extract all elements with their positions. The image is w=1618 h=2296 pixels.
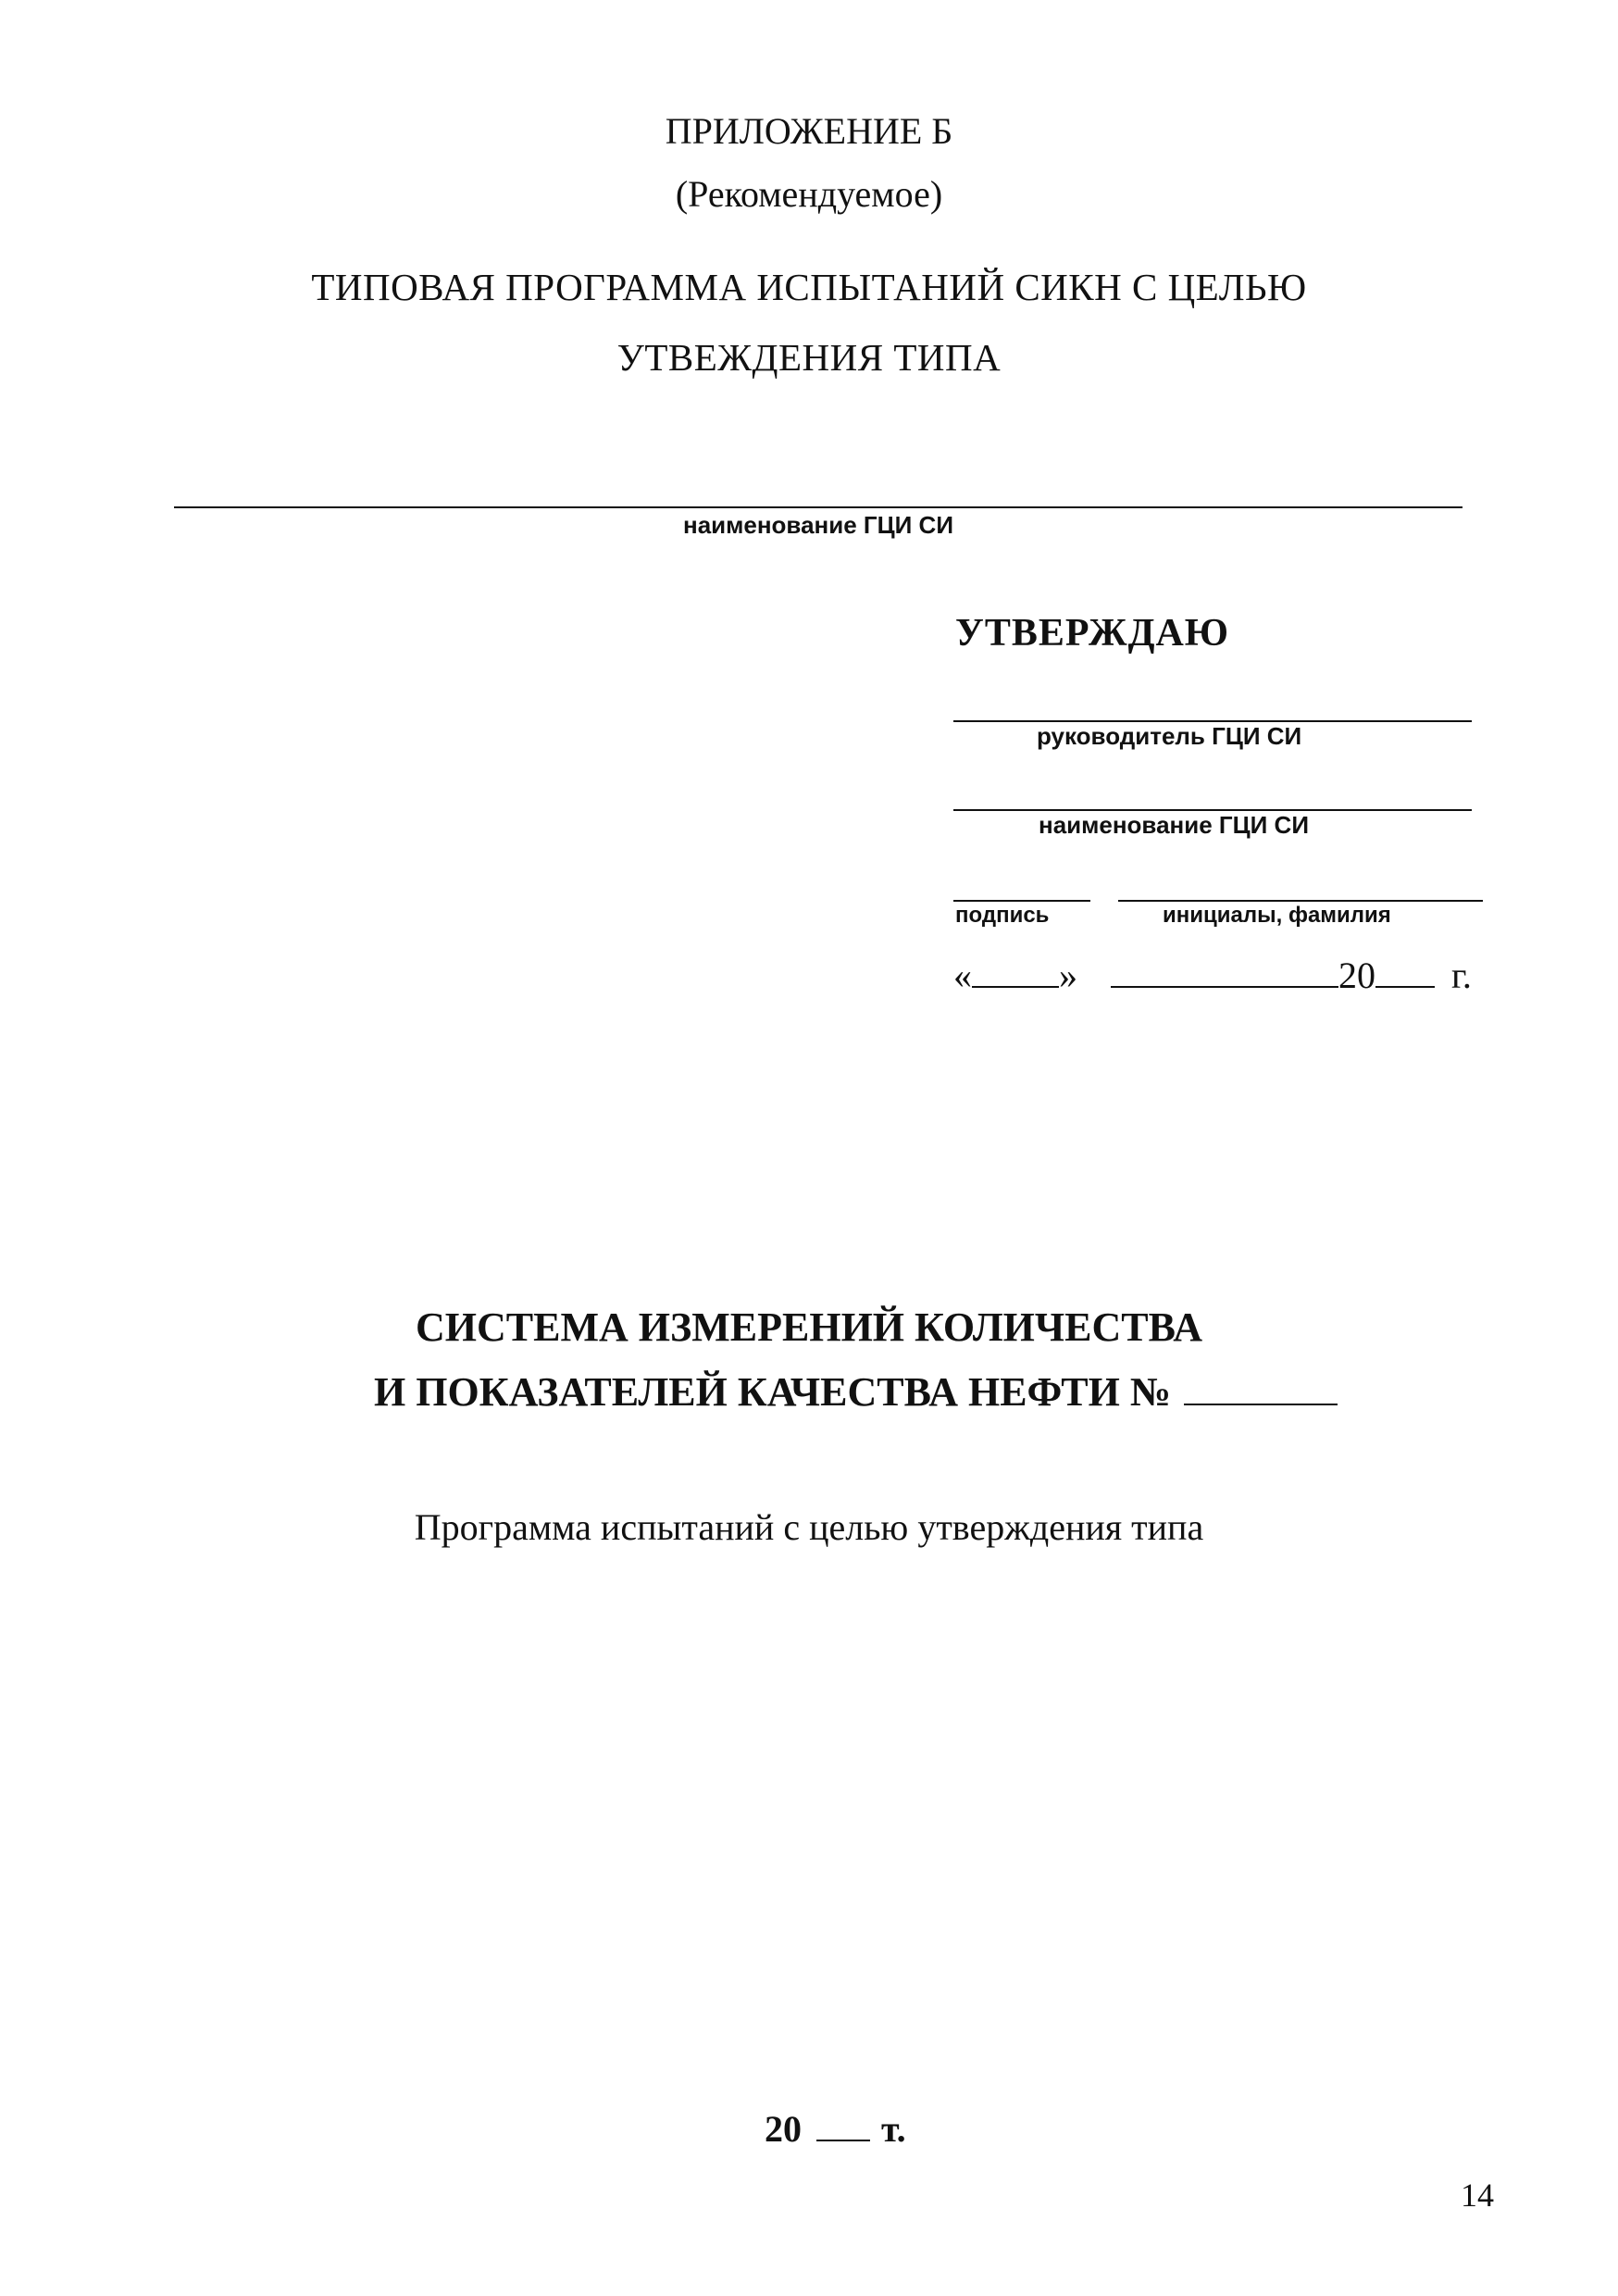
signature-line — [953, 900, 1090, 902]
document-heading-line-2: УТВЕЖДЕНИЯ ТИПА — [616, 336, 1002, 379]
head-caption: руководитель ГЦИ СИ — [1037, 722, 1302, 750]
page-number: 14 — [1461, 2177, 1494, 2214]
system-title-text: И ПОКАЗАТЕЛЕЙ КАЧЕСТВА НЕФТИ № — [374, 1369, 1172, 1415]
date-open-quote: « — [953, 955, 972, 996]
system-title-line-2 — [374, 1368, 1338, 1416]
appendix-label: ПРИЛОЖЕНИЕ Б — [665, 110, 953, 152]
recommended-label: (Рекомендуемое) — [675, 173, 943, 215]
year-suffix: т. — [881, 2108, 906, 2150]
month-blank — [1111, 955, 1338, 988]
approval-title: УТВЕРЖДАЮ — [955, 612, 1230, 655]
document-subtitle: Программа испытаний с целью утверждения типа — [414, 1506, 1204, 1548]
document-year — [765, 2107, 906, 2151]
initials-caption: инициалы, фамилия — [1163, 903, 1391, 928]
initials-line — [1118, 900, 1483, 902]
date-close-quote: » — [1059, 955, 1077, 996]
year-prefix: 20 — [765, 2108, 802, 2150]
approval-date — [953, 954, 1472, 997]
year-blank — [1375, 955, 1435, 988]
date-century: 20 — [1338, 955, 1375, 996]
footer-year-blank — [816, 2108, 870, 2141]
organization-approval-caption: наименование ГЦИ СИ — [1039, 811, 1310, 839]
system-number-blank — [1184, 1372, 1338, 1405]
organization-name-line — [174, 506, 1462, 508]
document-heading-line-1: ТИПОВАЯ ПРОГРАММА ИСПЫТАНИЙ СИКН С ЦЕЛЬЮ — [311, 266, 1307, 308]
organization-name-caption: наименование ГЦИ СИ — [683, 511, 954, 539]
system-title-line-1: СИСТЕМА ИЗМЕРЕНИЙ КОЛИЧЕСТВА — [416, 1304, 1202, 1350]
date-year-suffix: г. — [1451, 955, 1472, 996]
day-blank — [972, 955, 1059, 988]
signature-caption: подпись — [955, 903, 1050, 928]
